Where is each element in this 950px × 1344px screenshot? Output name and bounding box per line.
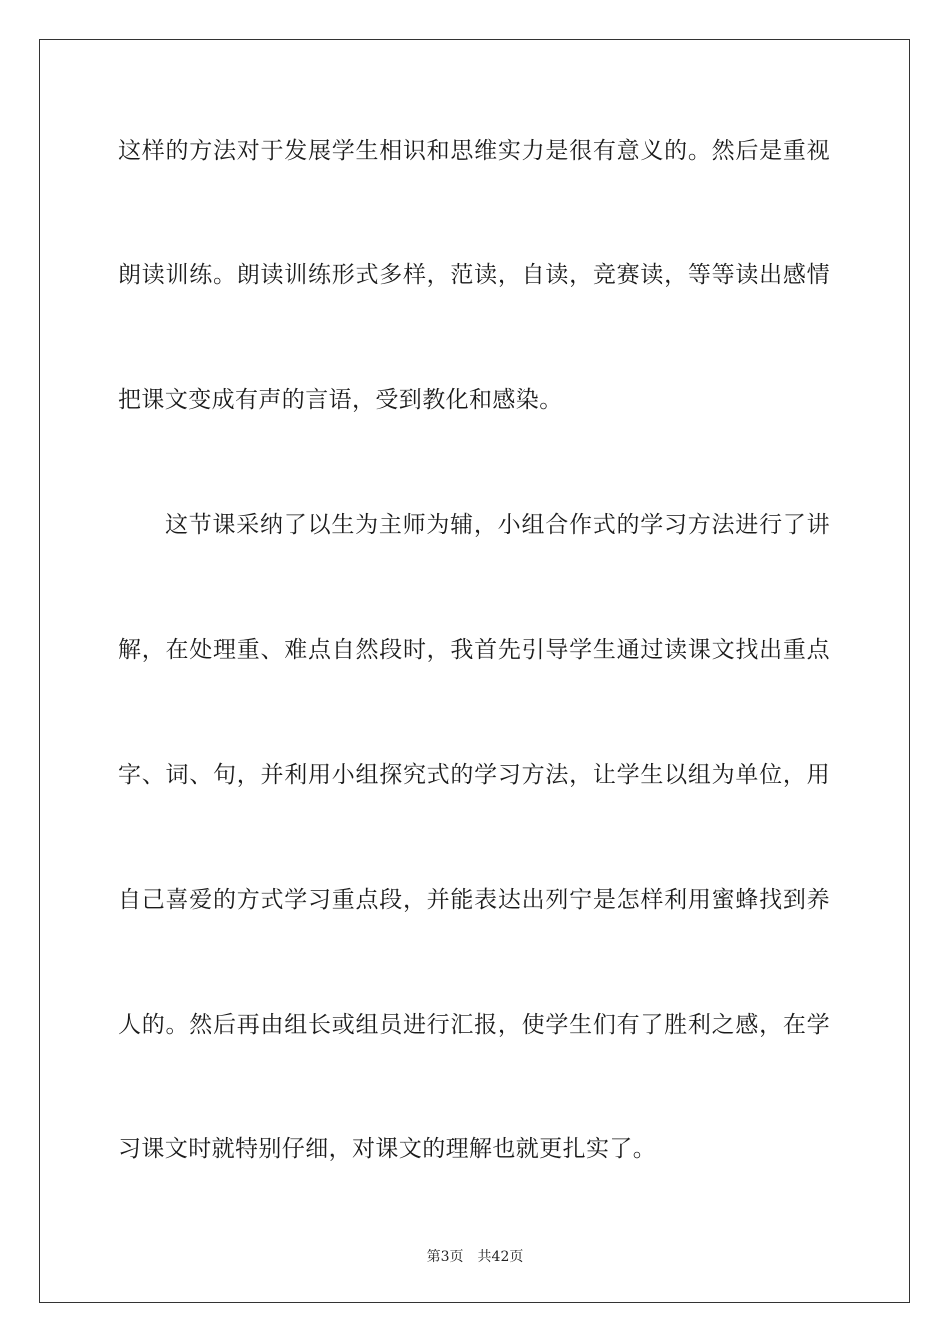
text-line-4: 这节课采纳了以生为主师为辅，小组合作式的学习方法进行了讲 (165, 512, 830, 538)
text-line-7: 自己喜爱的方式学习重点段，并能表达出列宁是怎样利用蜜蜂找到养 (118, 887, 830, 913)
text-line-1: 这样的方法对于发展学生相识和思维实力是很有意义的。然后是重视 (118, 138, 830, 164)
text-line-8: 人的。然后再由组长或组员进行汇报，使学生们有了胜利之感，在学 (118, 1012, 830, 1038)
text-line-6: 字、词、句，并利用小组探究式的学习方法，让学生以组为单位，用 (118, 762, 830, 788)
text-line-3: 把课文变成有声的言语，受到教化和感染。 (118, 387, 563, 413)
page-total: 共42页 (477, 1249, 524, 1265)
page-number: 第3页 (426, 1249, 464, 1265)
page-border (39, 39, 910, 1303)
text-line-5: 解，在处理重、难点自然段时，我首先引导学生通过读课文找出重点 (118, 637, 830, 663)
text-line-9: 习课文时就特别仔细，对课文的理解也就更扎实了。 (118, 1136, 657, 1162)
text-line-2: 朗读训练。朗读训练形式多样，范读，自读，竞赛读，等等读出感情 (118, 262, 830, 288)
page-footer (0, 1248, 950, 1266)
